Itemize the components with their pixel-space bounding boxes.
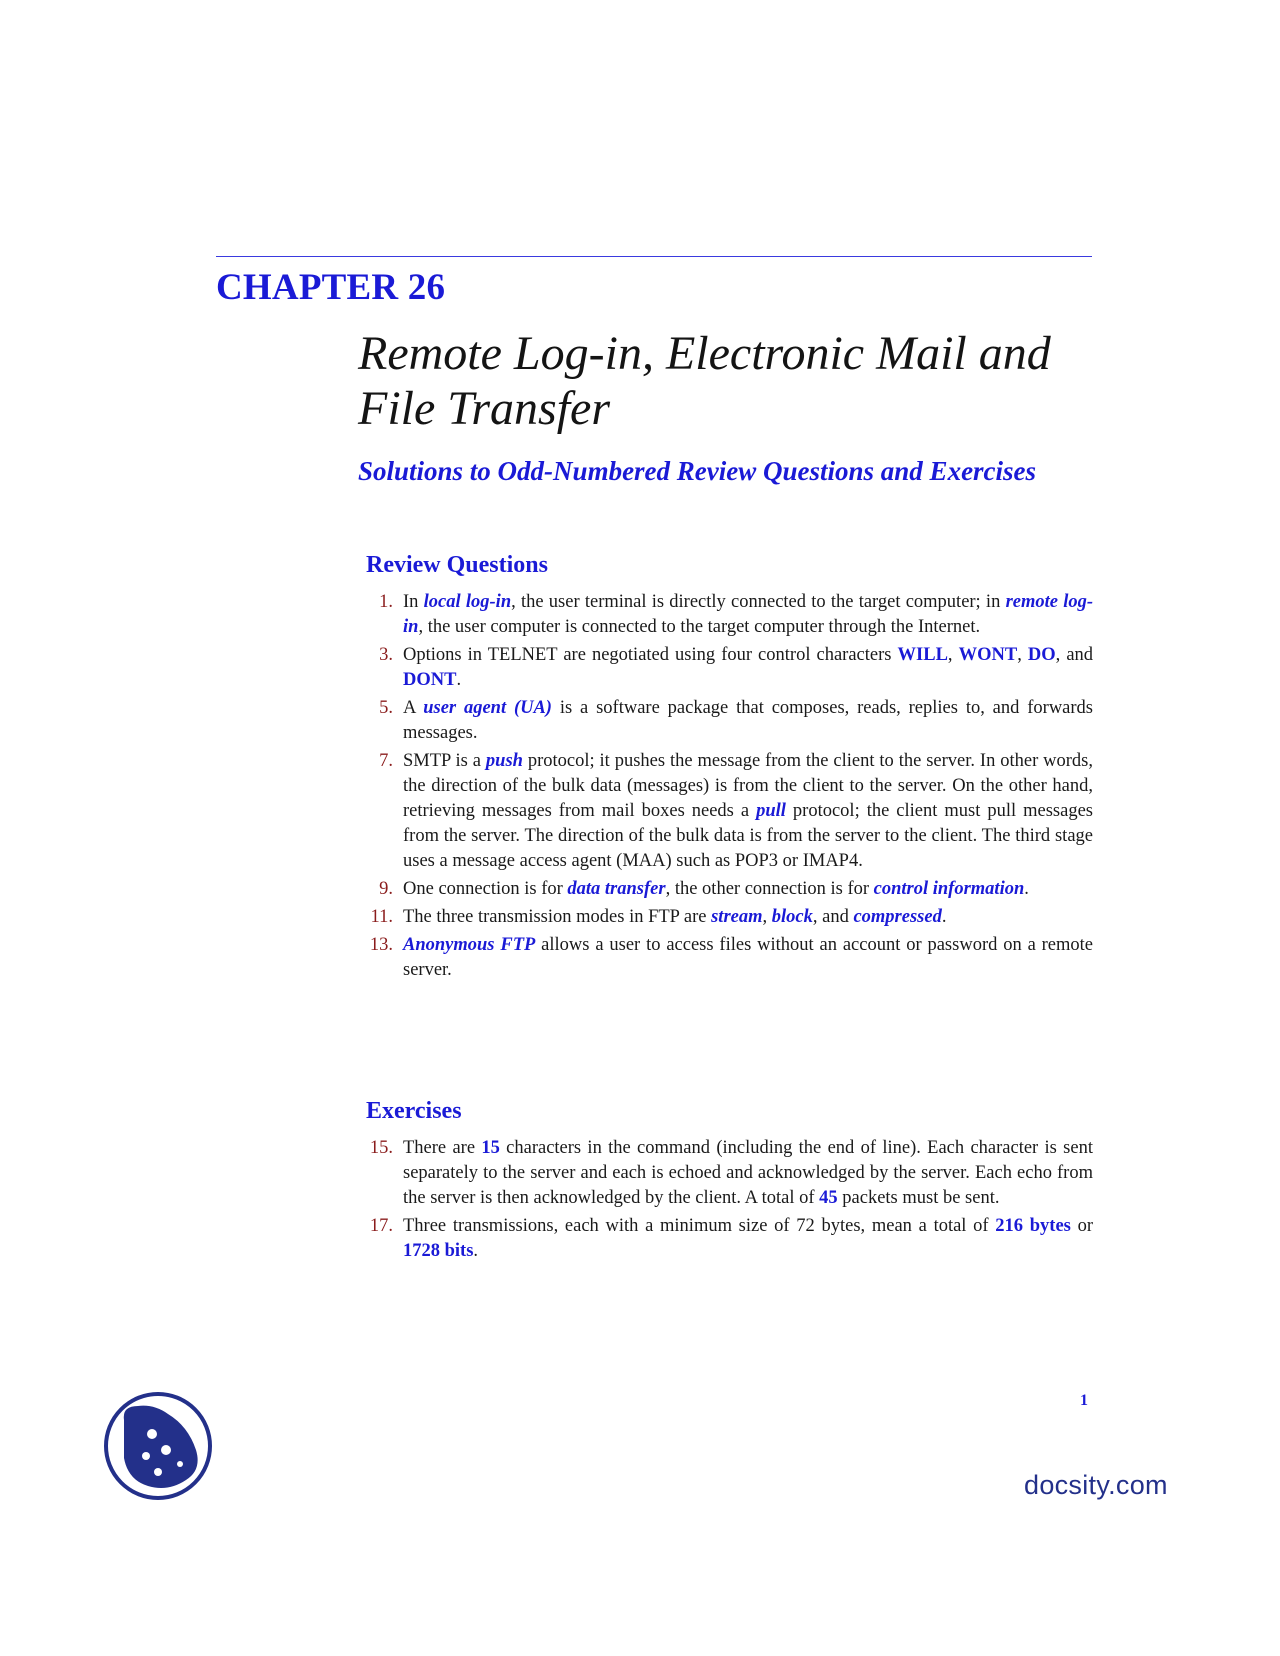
answer-text: protocol; it pushes the message from the client to the server. In other words, the direction of the bulk data (messages) is from the client to the server. On the other hand, retrieving messages from mail boxes needs a bbox=[403, 751, 1093, 821]
answer-text: The three transmission modes in FTP are bbox=[403, 907, 712, 927]
highlighted-term: remote log-in bbox=[403, 592, 1093, 637]
question-number: 17. bbox=[369, 1216, 393, 1236]
question-number: 1. bbox=[379, 592, 393, 612]
chapter-title-line-1: Remote Log-in, Electronic Mail and bbox=[358, 327, 1051, 380]
highlighted-term: stream bbox=[711, 907, 763, 927]
answer-text: There are bbox=[403, 1138, 482, 1158]
answer-text: Three transmissions, each with a minimum size of 72 bytes, mean a total of bbox=[403, 1216, 996, 1236]
highlighted-term: local log-in bbox=[423, 592, 512, 612]
highlighted-term: user agent (UA) bbox=[423, 698, 552, 718]
highlighted-term: WILL bbox=[897, 645, 948, 665]
answer-text: . bbox=[456, 670, 462, 690]
highlighted-term: block bbox=[771, 907, 813, 927]
answer-text: , the other connection is for bbox=[665, 879, 874, 899]
answer-text: , bbox=[1017, 645, 1028, 665]
question-number: 11. bbox=[370, 907, 393, 927]
answer-text: . bbox=[473, 1241, 479, 1261]
chapter-title bbox=[358, 326, 1118, 436]
highlighted-term: 1728 bits bbox=[403, 1241, 474, 1261]
question-item bbox=[358, 696, 1093, 746]
highlighted-term: 216 bytes bbox=[995, 1216, 1071, 1236]
chapter-title-line-2: File Transfer bbox=[358, 382, 611, 435]
review-questions-heading: Review Questions bbox=[366, 552, 548, 578]
answer-text: , the user terminal is directly connected to the target computer; in bbox=[511, 592, 1006, 612]
answer-text: One connection is for bbox=[403, 879, 568, 899]
exercises-heading: Exercises bbox=[366, 1098, 462, 1124]
question-item bbox=[358, 877, 1093, 902]
question-item bbox=[358, 749, 1093, 874]
highlighted-term: 45 bbox=[819, 1188, 838, 1208]
answer-text: or bbox=[1070, 1216, 1093, 1236]
question-number: 15. bbox=[369, 1138, 393, 1158]
question-number: 5. bbox=[379, 698, 393, 718]
highlighted-term: pull bbox=[756, 801, 786, 821]
question-item bbox=[358, 905, 1093, 930]
docsity-logo-icon bbox=[102, 1390, 214, 1502]
question-item bbox=[358, 590, 1093, 640]
question-number: 9. bbox=[379, 879, 393, 899]
answer-text: , the user computer is connected to the target computer through the Internet. bbox=[418, 617, 981, 637]
highlighted-term: Anonymous FTP bbox=[403, 935, 536, 955]
answer-text: , and bbox=[1055, 645, 1094, 665]
question-item bbox=[358, 933, 1093, 983]
answer-text: allows a user to access files without an account or password on a remote server. bbox=[403, 935, 1093, 980]
answer-text: , and bbox=[812, 907, 854, 927]
review-questions-list bbox=[358, 590, 1093, 986]
question-item bbox=[358, 643, 1093, 693]
question-number: 13. bbox=[369, 935, 393, 955]
answer-text: protocol; the client must pull messages from the server. The direction of the bulk data is from the server to the client. The third stage uses a message access agent (MAA) such as POP3 or IMAP4. bbox=[403, 801, 1094, 871]
answer-text: is a software package that composes, reads, replies to, and forwards messages. bbox=[403, 698, 1094, 743]
answer-text: packets must be sent. bbox=[837, 1188, 1000, 1208]
answer-text: characters in the command (including the end of line). Each character is sent separately to the server and each is echoed and acknowledged by the server. Each echo from the server is then acknowledged by the client. A total of bbox=[403, 1138, 1093, 1208]
highlighted-term: 15 bbox=[481, 1138, 500, 1158]
highlighted-term: push bbox=[485, 751, 523, 771]
answer-text: , bbox=[947, 645, 959, 665]
question-item bbox=[358, 1214, 1093, 1264]
answer-text: , bbox=[762, 907, 772, 927]
chapter-subtitle: Solutions to Odd-Numbered Review Questions and Exercises bbox=[358, 456, 1037, 486]
page-number: 1 bbox=[1080, 1392, 1088, 1409]
question-number: 3. bbox=[379, 645, 393, 665]
highlighted-term: DO bbox=[1027, 645, 1056, 665]
answer-text: In bbox=[403, 592, 424, 612]
highlighted-term: DONT bbox=[403, 670, 457, 690]
highlighted-term: WONT bbox=[958, 645, 1018, 665]
answer-text: . bbox=[1024, 879, 1029, 899]
chapter-label: CHAPTER 26 bbox=[216, 267, 446, 308]
answer-text: SMTP is a bbox=[403, 751, 486, 771]
brand-name: docsity.com bbox=[1024, 1470, 1168, 1500]
highlighted-term: data transfer bbox=[567, 879, 666, 899]
highlighted-term: compressed bbox=[853, 907, 942, 927]
highlighted-term: control information bbox=[873, 879, 1025, 899]
exercises-list bbox=[358, 1136, 1093, 1267]
question-item bbox=[358, 1136, 1093, 1211]
answer-text: Options in TELNET are negotiated using four control characters bbox=[403, 645, 898, 665]
chapter-rule bbox=[216, 256, 1092, 257]
answer-text: . bbox=[941, 907, 947, 927]
question-number: 7. bbox=[379, 751, 393, 771]
answer-text: A bbox=[403, 698, 424, 718]
